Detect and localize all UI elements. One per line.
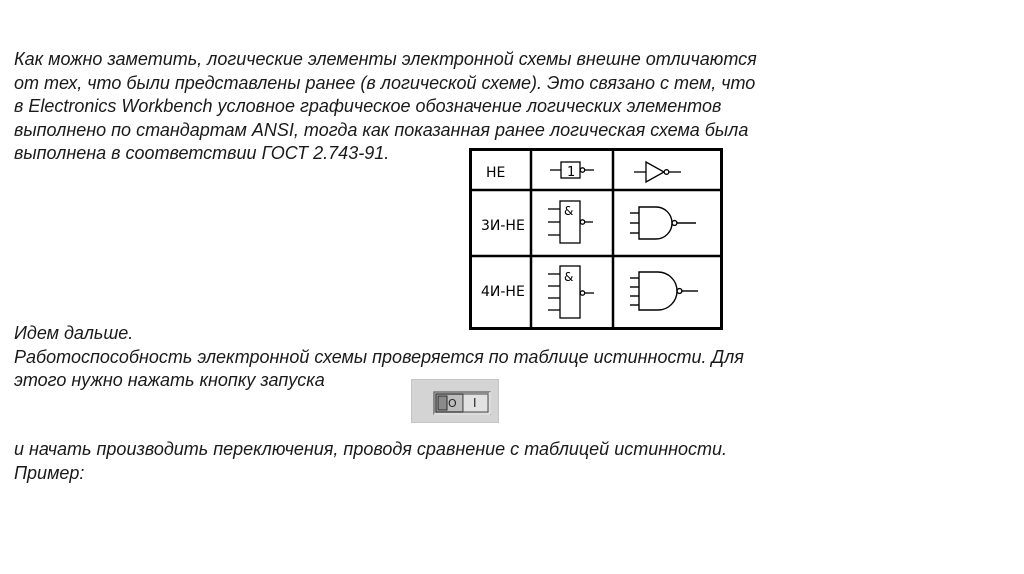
intro-line: выполнено по стандартам ANSI, тогда как показанная ранее логическая схема была — [14, 119, 749, 140]
switch-off-label: O — [448, 397, 457, 410]
intro-line: Как можно заметить, логические элементы электронной схемы внешне отличаются — [14, 49, 757, 69]
gate-name-4nand: 4И-НЕ — [481, 284, 525, 300]
power-switch-icon — [412, 380, 498, 422]
next-line: Идем дальше. — [14, 323, 134, 343]
ansi-3nand-symbol — [630, 207, 696, 239]
start-switch-button[interactable] — [411, 379, 499, 423]
switch-on-label: I — [473, 396, 477, 410]
gost-not-label: 1 — [567, 165, 576, 180]
ansi-not-symbol — [634, 162, 681, 182]
intro-line: в Electronics Workbench условное графическое обозначение логических элементов — [14, 96, 722, 116]
gates-table-drawing — [472, 151, 720, 327]
gost-4nand-label: & — [564, 270, 574, 284]
final-line: и начать производить переключения, проводя сравнение с таблицей истинности. — [14, 439, 728, 459]
gost-3nand-label: & — [564, 204, 574, 218]
ansi-4nand-symbol — [630, 272, 698, 310]
final-paragraph — [14, 438, 727, 485]
gate-name-3nand: 3И-НЕ — [481, 218, 525, 234]
logic-gates-table — [469, 148, 723, 330]
intro-line: выполнена в соответствии ГОСТ 2.743-91. — [14, 143, 390, 163]
next-line: Работоспособность электронной схемы проверяется по таблице истинности. Для — [14, 346, 744, 367]
next-line: этого нужно нажать кнопку запуска — [14, 370, 325, 390]
gate-name-not: НЕ — [486, 165, 506, 181]
intro-line: от тех, что были представлены ранее (в логической схеме). Это связано с тем, что — [14, 72, 756, 93]
next-paragraph — [14, 322, 744, 393]
final-line: Пример: — [14, 462, 85, 483]
